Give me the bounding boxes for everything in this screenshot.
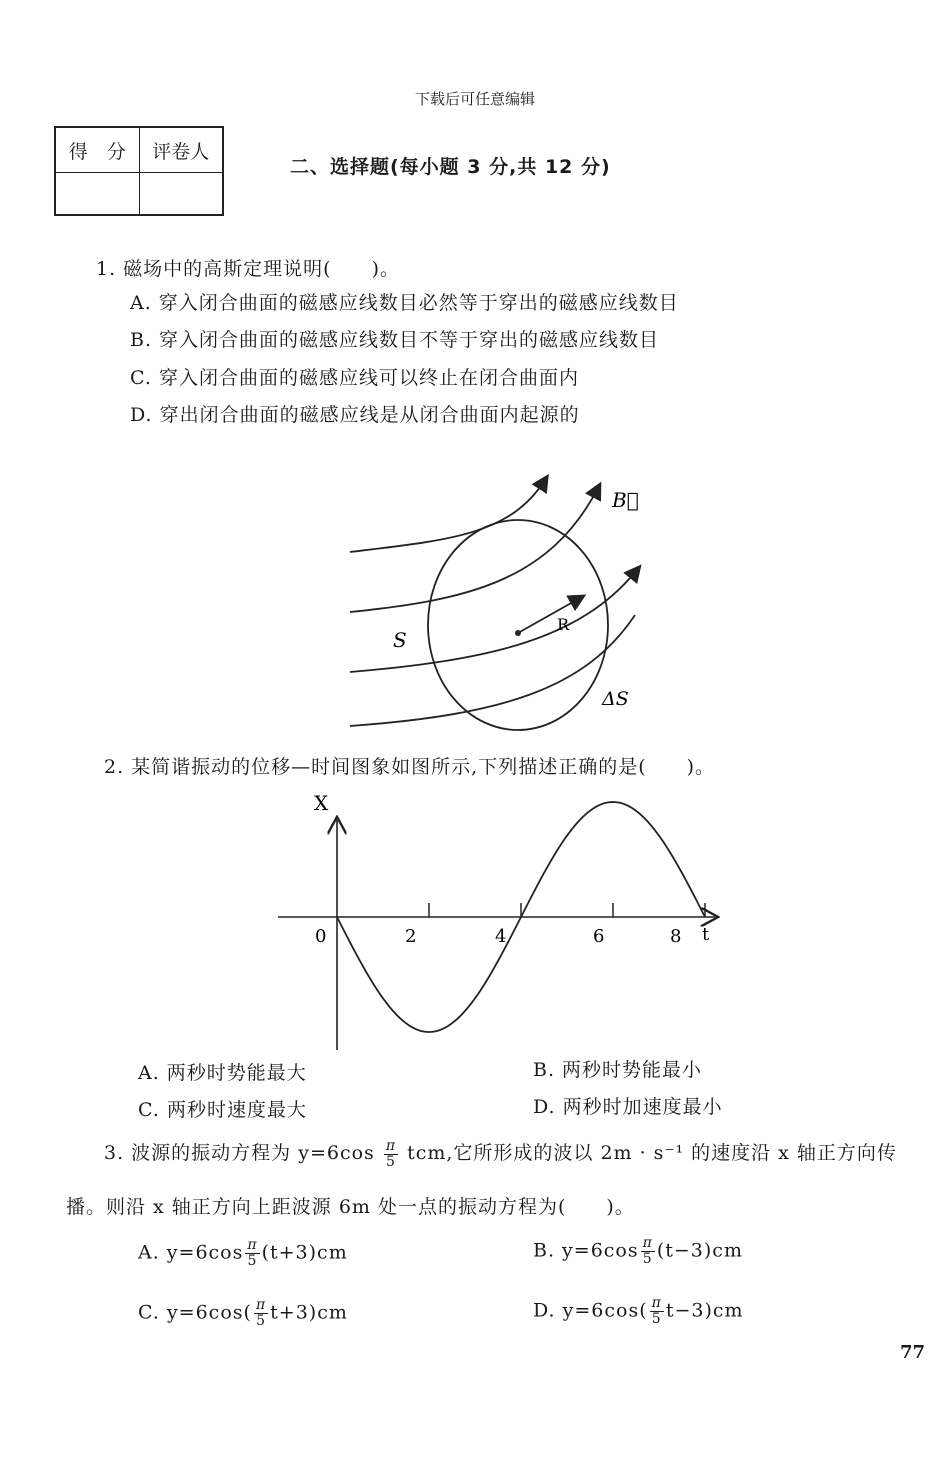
gauss-law-figure — [330, 440, 670, 740]
grader-cell[interactable] — [139, 173, 223, 216]
q2-stem: 2. 某简谐振动的位移—时间图象如图所示,下列描述正确的是( )。 — [104, 756, 716, 778]
tick-label-0: 0 — [315, 926, 327, 947]
q3-option-d[interactable]: D. y=6cos( $\frac{\pi}{5}$ t−3)cm — [533, 1295, 744, 1327]
grader-label: 评卷人 — [139, 127, 223, 173]
field-line-3 — [350, 570, 637, 672]
q2-option-a[interactable]: A. 两秒时势能最大 — [138, 1062, 307, 1084]
shm-graph — [270, 785, 730, 1055]
q2-option-b[interactable]: B. 两秒时势能最小 — [533, 1059, 703, 1081]
q3-stem-a: 3. 波源的振动方程为 y=6cos — [104, 1142, 375, 1164]
q3-option-a[interactable]: A. y=6cos $\frac{\pi}{5}$ (t+3)cm — [138, 1237, 348, 1269]
radius-arrow — [518, 598, 580, 633]
y-axis-label: X — [314, 791, 329, 815]
x-axis-label: t — [702, 924, 710, 945]
q3-option-b[interactable]: B. y=6cos $\frac{\pi}{5}$ (t−3)cm — [533, 1235, 743, 1267]
q3-stem-fraction: $\frac{\pi}{5}$ — [385, 1137, 397, 1170]
section-title: 二、选择题(每小题 3 分,共 12 分) — [290, 156, 611, 178]
score-cell[interactable] — [55, 173, 139, 216]
tick-label-6: 6 — [593, 926, 605, 947]
tick-label-2: 2 — [405, 926, 417, 947]
header-note: 下载后可任意编辑 — [414, 90, 535, 108]
q1-option-a[interactable]: A. 穿入闭合曲面的磁感应线数目必然等于穿出的磁感应线数目 — [130, 292, 679, 314]
label-r: R — [557, 615, 570, 634]
tick-label-4: 4 — [495, 926, 507, 947]
field-line-2 — [350, 488, 598, 612]
q1-stem: 1. 磁场中的高斯定理说明( )。 — [96, 258, 400, 280]
q1-option-d[interactable]: D. 穿出闭合曲面的磁感应线是从闭合曲面内起源的 — [130, 404, 580, 426]
score-table — [54, 126, 224, 216]
label-delta-s: ΔS — [602, 688, 629, 710]
label-s: S — [393, 628, 407, 652]
label-b: B⃗ — [612, 488, 639, 512]
q3-option-c[interactable]: C. y=6cos( $\frac{\pi}{5}$ t+3)cm — [138, 1297, 348, 1329]
q2-option-d[interactable]: D. 两秒时加速度最小 — [533, 1096, 723, 1118]
q3-stem-b: tcm,它所形成的波以 2m · s⁻¹ 的速度沿 x 轴正方向传 — [407, 1142, 897, 1164]
page-number: 77 — [900, 1342, 926, 1363]
field-line-1 — [350, 480, 545, 552]
q1-option-c[interactable]: C. 穿入闭合曲面的磁感应线可以终止在闭合曲面内 — [130, 367, 579, 389]
q2-option-c[interactable]: C. 两秒时速度最大 — [138, 1099, 307, 1121]
q1-option-b[interactable]: B. 穿入闭合曲面的磁感应线数目不等于穿出的磁感应线数目 — [130, 329, 660, 351]
q3-stem-line1 — [104, 1138, 897, 1170]
score-label: 得 分 — [55, 127, 139, 173]
tick-label-8: 8 — [670, 926, 682, 947]
q3-stem-line2: 播。则沿 x 轴正方向上距波源 6m 处一点的振动方程为( )。 — [66, 1196, 635, 1218]
